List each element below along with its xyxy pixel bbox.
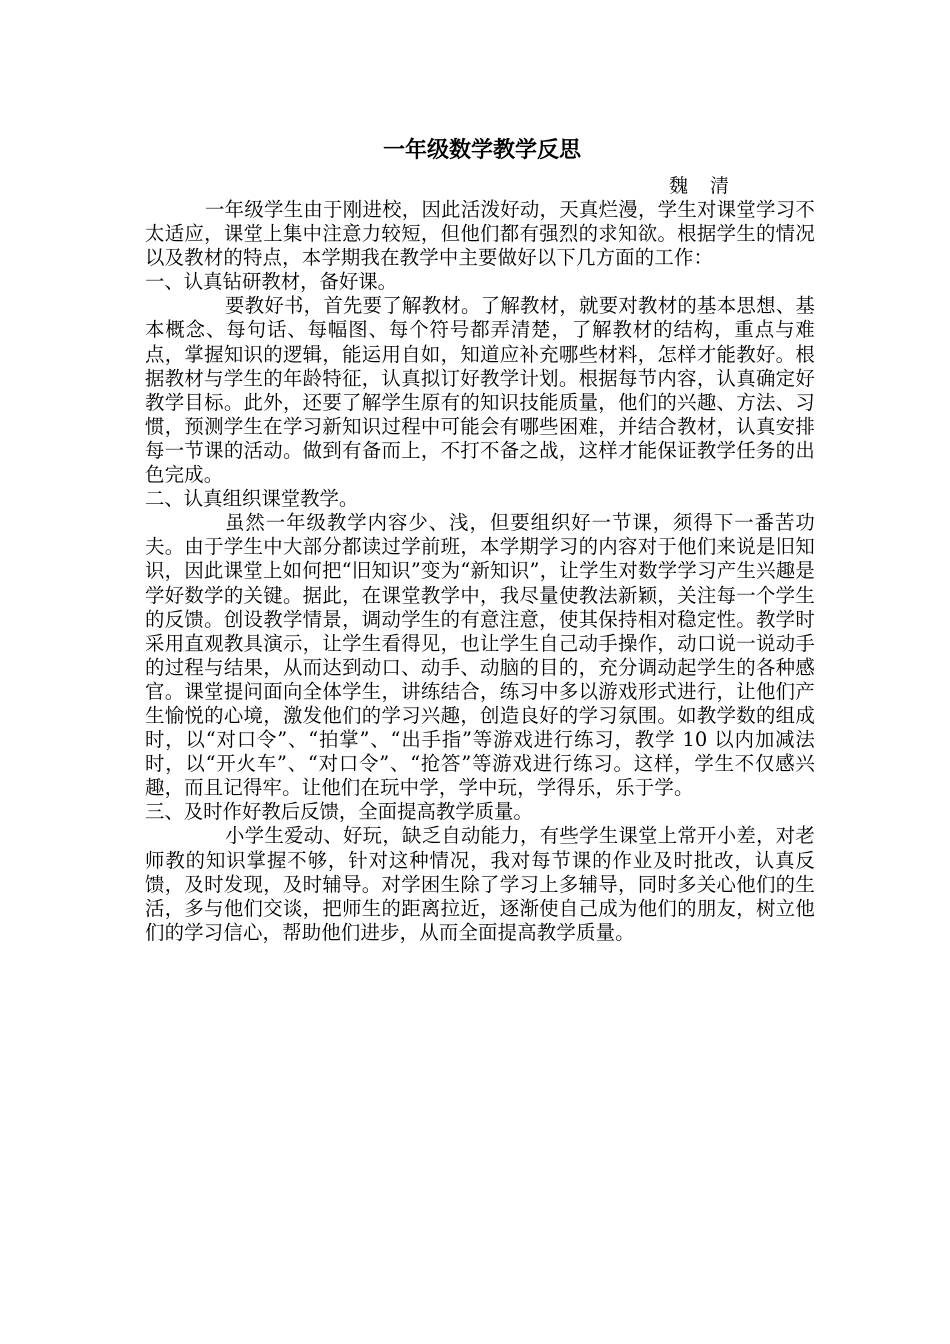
document-title: 一年级数学教学反思 bbox=[382, 138, 581, 163]
section-heading-2: 二、认真组织课堂教学。 bbox=[145, 487, 359, 511]
section-heading-1: 一、认真钻研教材，备好课。 bbox=[145, 270, 398, 294]
section-body-1: 要教好书，首先要了解教材。了解教材，就要对教材的基本思想、基本概念、每句话、每幅图、每个符号都弄清楚，了解教材的结构，重点与难点，掌握知识的逻辑，能运用自如，知道应补充哪些材料，怎样才能教好。根据教材与学生的年龄特征，认真拟订好教学计划。根据每节内容，认真确定好教学目标。此外，还要了解学生原有的知识技能质量，他们的兴趣、方法、习惯，预测学生在学习新知识过程中可能会有哪些困难，并结合教材，认真安排每一节课的活动。做到有备而上，不打不备之战，这样才能保证教学任务的出色完成。 bbox=[145, 294, 815, 487]
document-author: 魏 清 bbox=[668, 175, 737, 197]
document-page bbox=[145, 130, 815, 945]
intro-paragraph: 一年级学生由于刚进校，因此活泼好动，天真烂漫，学生对课堂学习不太适应，课堂上集中注意力较短，但他们都有强烈的求知欲。根据学生的情况以及教材的特点，本学期我在教学中主要做好以下几方面的工作： bbox=[145, 198, 815, 270]
section-heading-3: 三、及时作好教后反馈，全面提高教学质量。 bbox=[145, 800, 533, 824]
section-body-3: 小学生爱动、好玩，缺乏自动能力，有些学生课堂上常开小差，对老师教的知识掌握不够，针对这种情况，我对每节课的作业及时批改，认真反馈，及时发现，及时辅导。对学困生除了学习上多辅导，同时多关心他们的生活，多与他们交谈，把师生的距离拉近，逐渐使自己成为他们的朋友，树立他们的学习信心，帮助他们进步，从而全面提高教学质量。 bbox=[145, 824, 815, 944]
section-body-2: 虽然一年级教学内容少、浅，但要组织好一节课，须得下一番苦功夫。由于学生中大部分都读过学前班，本学期学习的内容对于他们来说是旧知识，因此课堂上如何把“旧知识”变为“新知识”，让学生对数学学习产生兴趣是学好数学的关键。据此，在课堂教学中，我尽量使教法新颖，关注每一个学生的反馈。创设教学情景，调动学生的有意注意，使其保持相对稳定性。教学时采用直观教具演示，让学生看得见，也让学生自己动手操作，动口说一说动手的过程与结果，从而达到动口、动手、动脑的目的，充分调动起学生的各种感官。课堂提问面向全体学生，讲练结合，练习中多以游戏形式进行，让他们产生愉悦的心境，激发他们的学习兴趣，创造良好的学习氛围。如教学数的组成时，以“对口令”、“拍掌”、“出手指”等游戏进行练习，教学 10 以内加减法时，以“开火车”、“对口令”、“抢答”等游戏进行练习。这样，学生不仅感兴趣，而且记得牢。让他们在玩中学，学中玩，学得乐，乐于学。 bbox=[145, 511, 815, 800]
